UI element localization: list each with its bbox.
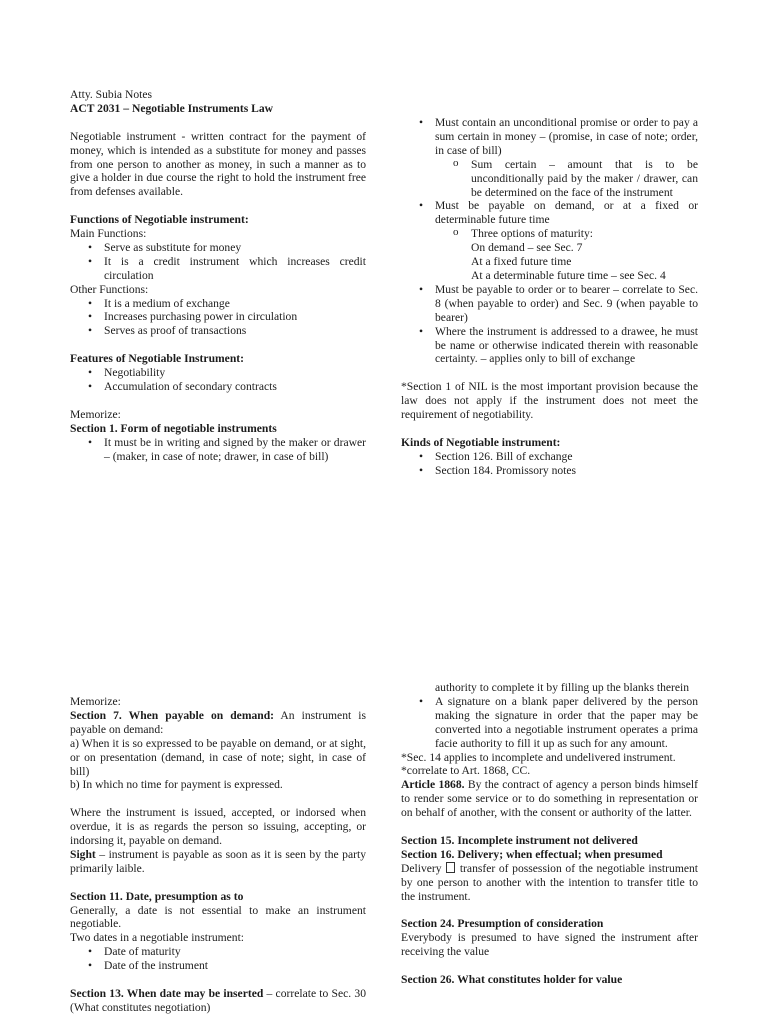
missing-glyph-icon [446,862,455,873]
main-functions-label: Main Functions: [70,227,147,241]
features-list [70,366,366,394]
blank-paper-list [401,695,698,751]
sub-list-item: o Sum certain – amount that is to be unconditionally paid by the maker / drawer, can be determined on the face of the instrument [471,158,698,200]
list-item: • It is a credit instrument which increases credit circulation [104,255,366,283]
section26-heading: Section 26. What constitutes holder for value [401,972,623,986]
list-item: • Date of maturity [104,945,366,959]
kinds-heading: Kinds of Negotiable instrument: [401,435,561,449]
page2-right-column [401,681,698,987]
list-item: • It must be in writing and signed by the maker or drawer – (maker, in case of note; drawer, in case of bill) [104,436,366,464]
sight-term: Sight [70,847,96,861]
list-item: • It is a medium of exchange [104,297,366,311]
section24-text: Everybody is presumed to have signed the instrument after receiving the value [401,931,698,959]
section7-item-b: b) In which no time for payment is expressed. [70,778,283,792]
sight-definition [70,848,366,876]
page1-left-column [70,88,366,463]
correlate-note: *correlate to Art. 1868, CC. [401,764,531,778]
list-item: • Section 184. Promissory notes [435,464,698,478]
maturity-option: At a fixed future time [471,255,572,269]
delivery-definition [401,862,698,904]
list-item: • A signature on a blank paper delivered by the person making the signature in order that the paper may be converted into a negotiable instrument operates a prima facie authority to fill it up as such for any amount. [435,695,698,751]
section7-heading: Section 7. When payable on demand: [70,708,275,722]
list-item: • Section 126. Bill of exchange [435,450,698,464]
list-item [435,199,698,282]
definition-paragraph: Negotiable instrument - written contract for the payment of money, which is intended as a substitute for money and passes from one person to another as money, in such a manner as to give a holder in due course the right to hold the instrument free from defenses available. [70,129,366,199]
sub-list [435,158,698,200]
delivery-text: transfer of possession of the negotiable instrument by one person to another with the intention to transfer title to the instrument. [401,861,698,903]
requisite-text: Must be payable on demand, or at a fixed or determinable future time [435,199,698,227]
section1-heading: Section 1. Form of negotiable instruments [70,421,277,435]
maturity-option: On demand – see Sec. 7 [471,241,583,255]
memorize-label: Memorize: [70,695,121,708]
section1-list [70,436,366,464]
section11-heading: Section 11. Date, presumption as to [70,889,244,903]
maturity-options-title: o Three options of maturity: [471,227,594,241]
section7-item-a: a) When it is so expressed to be payable on demand, or at sight, or on presentation (demand, in case of note; sight, in case of bill) [70,736,366,778]
list-item: • Must be payable to order or to bearer – correlate to Sec. 8 (when payable to order) and Sec. 9 (when payable to bearer) [435,283,698,325]
section16-heading: Section 16. Delivery; when effectual; when presumed [401,847,663,861]
other-functions-label: Other Functions: [70,282,149,296]
section13-paragraph [70,987,366,1015]
functions-heading: Functions of Negotiable instrument: [70,213,249,227]
two-dates-label: Two dates in a negotiable instrument: [70,931,245,945]
article1868-paragraph [401,778,698,820]
section7-overdue-paragraph: Where the instrument is issued, accepted, or indorsed when overdue, it is as regards the person so issuing, accepting, or indorsing it, payable on demand. [70,806,366,848]
article1868-text: By the contract of agency a person binds himself to render some service or to do something in representation or on behalf of another, with the consent or authority of the latter. [401,778,698,820]
list-item: • Serves as proof of transactions [104,324,366,338]
section11-text: Generally, a date is not essential to make an instrument negotiable. [70,903,366,931]
delivery-term: Delivery [401,861,442,875]
page2-left-column [70,695,366,1015]
header-author: Atty. Subia Notes [70,88,153,101]
two-dates-list [70,945,366,973]
header-act-title: ACT 2031 – Negotiable Instruments Law [70,101,274,115]
section24-heading: Section 24. Presumption of consideration [401,917,604,931]
main-functions-list [70,241,366,283]
sub-list-item [471,227,698,283]
list-item: • Negotiability [104,366,366,380]
section13-heading: Section 13. When date may be inserted [70,986,264,1000]
continued-text: authority to complete it by filling up the blanks therein [435,681,690,694]
list-item: • Accumulation of secondary contracts [104,380,366,394]
list-item [435,116,698,199]
sec14-note: *Sec. 14 applies to incomplete and undelivered instrument. [401,750,676,764]
maturity-option: At a determinable future time – see Sec. 4 [471,268,666,282]
requisites-list [401,116,698,366]
kinds-list [401,450,698,478]
other-functions-list [70,297,366,339]
sub-list [435,227,698,283]
section7-intro: An instrument is payable on demand: [70,708,366,736]
sight-text: – instrument is payable as soon as it is seen by the party primarily laible. [70,847,366,875]
requisite-text: Must contain an unconditional promise or order to pay a sum certain in money – (promise, in case of note; order, in case of bill) [435,116,698,157]
features-heading: Features of Negotiable Instrument: [70,352,244,366]
list-item: • Date of the instrument [104,959,366,973]
section15-heading: Section 15. Incomplete instrument not delivered [401,833,638,847]
article1868-heading: Article 1868. [401,778,465,792]
list-item: • Increases purchasing power in circulation [104,310,366,324]
section1-note: *Section 1 of NIL is the most important provision because the law does not apply if the instrument does not meet the requirement of negotiability. [401,380,698,422]
list-item: • Where the instrument is addressed to a drawee, he must be name or otherwise indicated therein with reasonable certainty. – applies only to bill of exchange [435,325,698,367]
memorize-label: Memorize: [70,407,121,421]
page1-right-column [401,116,698,478]
section7-paragraph [70,709,366,737]
section13-text: – correlate to Sec. 30 (What constitutes negotiation) [70,986,366,1014]
list-item: • Serve as substitute for money [104,241,366,255]
